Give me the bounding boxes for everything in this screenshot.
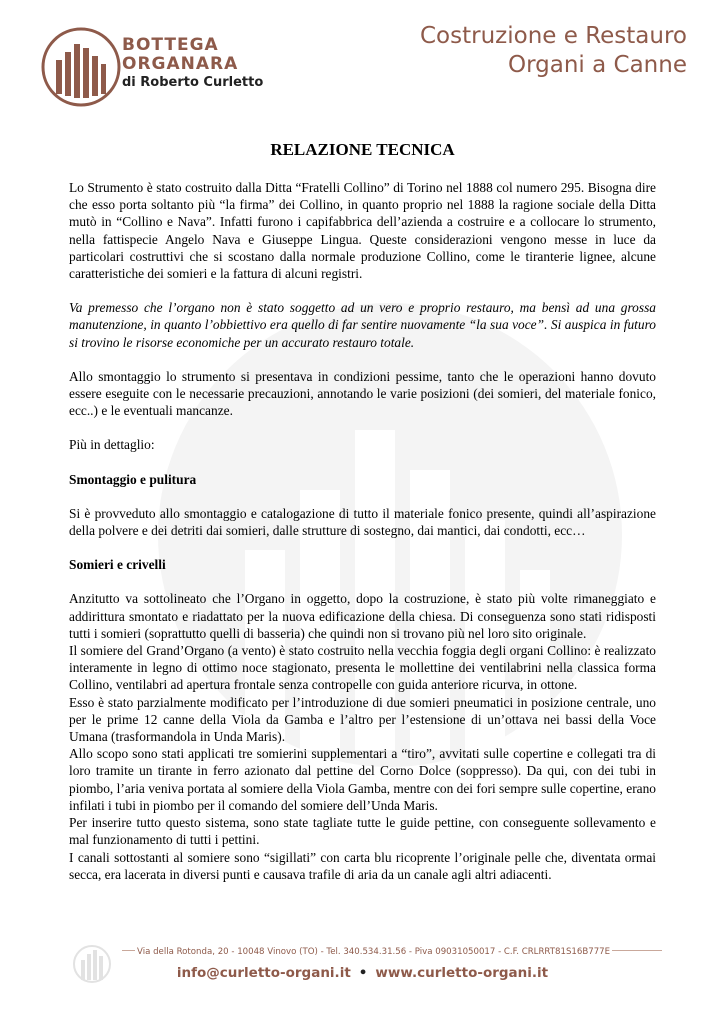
- section-heading: Somieri e crivelli: [69, 557, 166, 573]
- footer-website-link[interactable]: www.curletto-organi.it: [375, 965, 549, 981]
- paragraph: Allo scopo sono stati applicati tre somierini supplementari a “tiro”, avvitati sulle copertine e collegati tra di loro tramite un tirante in ferro azionato dal pettine del Corno Dolce (soppresso). Da qui, con dei tubi in piombo, l’aria veniva portata al somiere della Viola Gamba, mentre con dei fori sempre sulle copertine, erano infilati i tubi in piombo per il comando del somiere dell’Unda Maris.: [69, 746, 656, 813]
- tagline-line-1: Costruzione e Restauro: [420, 23, 687, 49]
- brand-subtitle: di Roberto Curletto: [122, 75, 264, 90]
- document-title: RELAZIONE TECNICA: [270, 140, 455, 159]
- organ-pipes-logo-icon: [40, 26, 122, 108]
- paragraph-italic: Va premesso che l’organo non è stato soggetto ad un vero e proprio restauro, ma bensì ad una grossa manutenzione, in quanto l’obbiettivo era quello di far sentire nuovamente “la sua voce”. Si auspica in futuro si trovino le risorse economiche per un accurato restauro totale.: [69, 300, 656, 350]
- footer-separator: •: [358, 965, 368, 981]
- paragraph: Più in dettaglio:: [69, 437, 155, 453]
- document-body: [69, 179, 656, 883]
- brand-line-2: ORGANARA: [122, 54, 239, 74]
- paragraph: Si è provveduto allo smontaggio e catalogazione di tutto il materiale fonico presente, quindi all’aspirazione della polvere e dei detriti dai somieri, dalle strutture di sostegno, dai mantici, dai condotti, ecc…: [69, 505, 656, 539]
- paragraph: Anzitutto va sottolineato che l’Organo in oggetto, dopo la costruzione, è stato più volte rimaneggiato e addirittura smontato e riadattato per la nuova edificazione della chiesa. Di conseguenza sono stati ridisposti tutti i somieri (soprattutto quelli di basseria) che quindi non si trovano più nel loro sito originale.: [69, 591, 656, 641]
- paragraph: Allo smontaggio lo strumento si presentava in condizioni pessime, tanto che le operazioni hanno dovuto essere eseguite con le necessarie precauzioni, annotando le varie posizioni (dei somieri, del materiale fonico, ecc..) e le eventuali mancanze.: [69, 368, 656, 419]
- footer-address: Via della Rotonda, 20 - 10048 Vinovo (TO) - Tel. 340.534.31.56 - Piva 09031050017 - C.F. CRLRRT81S16B777E: [137, 947, 611, 957]
- paragraph: Esso è stato parzialmente modificato per l’introduzione di due somieri pneumatici in posizione centrale, uno per le prime 12 canne della Viola da Gamba e l’altro per l’estensione di un’ottava nei bassi della Voce Umana (trasformandola in Unda Maris).: [69, 694, 656, 745]
- letterhead: [0, 0, 725, 130]
- footer-email-link[interactable]: info@curletto-organi.it: [176, 965, 351, 981]
- footer-contact: [0, 965, 725, 981]
- section-heading: Smontaggio e pulitura: [69, 471, 197, 487]
- brand-line-1: BOTTEGA: [122, 35, 219, 55]
- tagline-line-2: Organi a Canne: [508, 52, 687, 78]
- brand-name: [122, 36, 263, 91]
- paragraph: I canali sottostanti al somiere sono “sigillati” con carta blu ricoprente l’originale pelle che, diventata ormai secca, era lacerata in diversi punti e causava trafile di aria da un canale agli altri adiacenti.: [69, 849, 656, 882]
- paragraph: Per inserire tutto questo sistema, sono state tagliate tutte le guide pettine, con conseguente sollevamento e mal funzionamento di tutti i pettini.: [69, 815, 656, 848]
- paragraph: Il somiere del Grand’Organo (a vento) è stato costruito nella vecchia foggia degli organi Collino: è realizzato interamente in legno di ottimo noce stagionato, presenta le mollettine dei ventilabrini nella classica forma Collino, ventilabri ad apertura frontale senza contropelle con guida anteriore ricurva, in ottone.: [69, 643, 656, 693]
- header-tagline: [420, 22, 687, 80]
- paragraph: Lo Strumento è stato costruito dalla Ditta “Fratelli Collino” di Torino nel 1888 col numero 295. Bisogna dire che esso porta soltanto più “la firma” dei Collino, in quanto proprio nel 1888 la ragione sociale della Ditta mutò in “Collino e Nava”. Infatti furono i capifabbrica dell’azienda a costruire e a collocare lo strumento, nella fattispecie Angelo Nava e Giuseppe Lingua. Queste considerazioni vengono messe in luce da particolari costruttivi che si scostano dalla normale produzione Collino, come le tiranterie lignee, alcune caratteristiche dei somieri e la fattura di alcuni registri.: [69, 180, 656, 282]
